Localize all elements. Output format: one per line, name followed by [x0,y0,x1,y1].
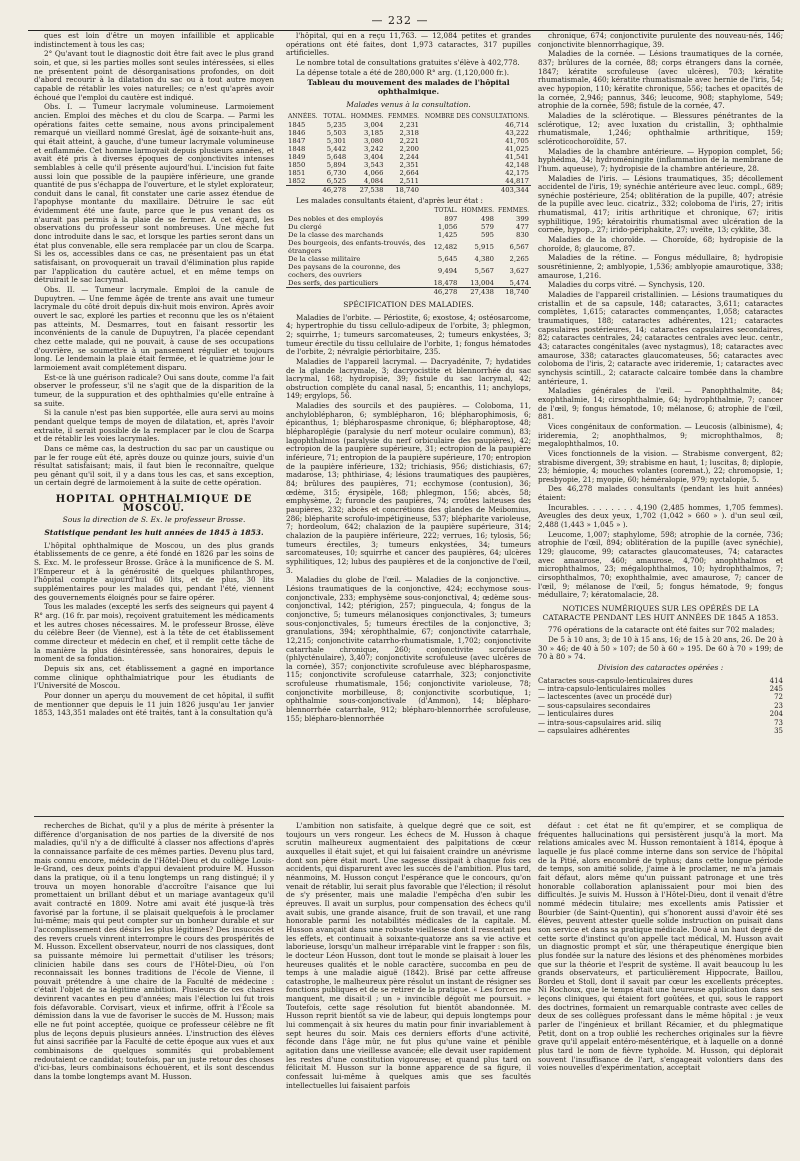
table-cell: 2,231 [399,121,419,130]
table-cell: 41,025 [505,145,529,154]
table-cell: 2,318 [399,129,419,138]
table-header: TOTAL. [323,113,347,121]
table-cell: 2,221 [399,137,419,146]
table-row [286,161,531,169]
paragraph: Obs. II. — Tumeur lacrymale. Emploi de la canule de Dupuytren. — Une femme âgée de trente ans avait une tumeur lacrymale du côté droit depuis dix-huit mois environ. Après avoir ouvert le sac, exploré les parties et reconnu que les os n'étaient pas atteints, M. Desmarres, tout en faisant ressortir les inconvénients de la canule de Dupuytren, l'a placée cependant chez cette malade, qui ne pouvait, à cause de ses occupations d'ouvrière, se soumettre à un pansement régulier et toujours long. Le lendemain la plaie était fermée, et le quatrième jour le larmoiement avait complétement disparu. [34,285,274,372]
table-header [286,207,432,215]
table-cell: 9,494 [437,266,458,275]
table-cell: Du clergé [288,222,322,231]
table-cell: 44,817 [505,177,529,186]
table-cell: 5,474 [509,278,529,287]
table-cell: De la classe militaire [288,254,361,263]
table-cell: 12,482 [433,242,458,251]
section-subheading: Sous la direction de S. Ex. le professeur Brosse. [62,515,246,525]
column-1 [34,32,274,820]
division-label: — intra-capsulo-lenticulaires molles [538,685,666,693]
table-cell: 18,740 [385,186,421,195]
division-row [538,702,783,710]
table-row [286,231,531,239]
column-3 [538,32,783,820]
division-label: — lactescentes (avec un procédé dur) [538,693,672,702]
table-cell: 46,278 [320,186,348,195]
table-total-row [286,287,531,296]
table-row [286,153,531,161]
table-cell: 41,705 [505,137,529,146]
header-rule [28,30,784,31]
table-cell: 1846 [288,129,306,138]
paragraph: Maladies générales de l'œil. — Panophthalmite, 84; exophthalmie, 14; cirsophthalmie, 64; hydrophthalmie, 7; cancer de l'œil, 9; fongus hématode, 10; mélanose, 6; atrophie de l'œil, 881. [538,386,783,422]
table-cell: 5,915 [474,242,494,251]
table-cell: Des bourgeois, des enfants-trouvés, des étrangers [288,238,426,255]
paragraph: La dépense totale a été de 280,000 R° arg. (1,120,000 fr.). [296,67,510,77]
division-count: 35 [774,727,783,736]
table-cell: 498 [481,214,494,223]
table-header: FEMMES. [387,113,419,121]
table-cell: 4,066 [363,169,384,178]
division-row [538,719,783,727]
table-header: TOTAL. [434,206,458,214]
table-row [286,223,531,231]
table-cell: 6,525 [326,177,347,186]
table-cell: 5,894 [326,161,347,170]
paragraph: recherches de Bichat, qu'il y a plus de mérite à présenter la différence d'organisation de nos parties de la diversité de nos maladies, qu'il n'y a de difficulté à classer nos affections d'après la connaissance parfaite de ces mêmes parties. Devenu plus tard, mais connu encore, médecin de l'Hôtel-Dieu et du collège Louis-le-Grand, ces deux points d'appui devaient produire M. Husson dans la pratique, où il a tenu longtemps un rang distingué; il y trouva un moyen honorable d'accroître l'aisance que lui promettaient un brillant début et un mariage avantageux qu'il avait contracté en 1809. Notre ami avait été jusque-là très favorisé par la fortune, il se plaisait quelquefois à le proclamer lui-même; mais qui peut compter sur un bonheur durable et sur l'accomplissement des désirs les plus légitimes? Des insuccès et des revers cruels vinrent interrompre le cours des prospérités de M. Husson. Excellent observateur, nourri de nos classiques, dont sa puissante mémoire lui permettait d'utiliser les trésors; clinicien habile dans ses cours de l'Hôtel-Dieu, où l'on reconnaissait les bonnes traditions de l'école de Vienne, il pouvait prétendre à une chaire de la Faculté de médecine : c'était l'objet de sa légitime ambition. Plusieurs de ces chaires devinrent vacantes en peu d'années; mais l'élection lui fut trois fois défavorable. Corvisart, vieux et infirme, offrit à l'École sa démission dans la vue de favoriser le succès de M. Husson; mais elle ne fut point acceptée, quoique ce professeur célèbre ne fît plus de leçons depuis plusieurs années. L'instruction des élèves fut ainsi sacrifiée par la Faculté de cette époque aux vues et aux combinaisons de quelques sommités qui probablement redoutaient ce candidat; toutefois, par un juste retour des choses d'ici-bas, leurs combinaisons échouèrent, et ils sont descendus dans la tombe longtemps avant M. Husson. [34,822,274,1082]
table-cell: 43,222 [505,129,529,138]
table-cell: 4,084 [363,177,384,186]
paragraph: Maladies du globe de l'œil. — Maladies de la conjonctive. — Lésions traumatiques de la conjonctive, 424; ecchymose sous-conjonctivale, 233; emphysème sous-conjonctival, 4; œdème sous-conjonctival, 142; ptérigion, 257; pinguecula, 4; fongus de la conjonctive, 5; tumeurs mélanosiques conjonctivales, 3; tumeurs sous-conjonctivales, 5; tumeurs érectiles de la conjonctive, 3; granulations, 394; xérophthalmie, 67; conjonctivite catarrhale, 12,215; conjonctivite catarrho-rhumatismale, 1,702; conjonctivite catarrhale chronique, 260; conjonctivite scrofuleuse (phlycténulaire), 3,407; conjonctivite scrofuleuse (avec ulcères de la cornée), 357; conjonctivite scrofuleuse avec blépharospasme, 115; conjonctivite scrofuleuse catarrhale, 323; conjonctivite scrofuleuse rhumatismale, 156; conjonctivite varioleuse, 78; conjonctivite morbilleuse, 8; conjonctivite scorbutique, 1; ophthalmie sous-conjonctivale (d'Ammon), 14; blépharo-blennorrhée catarrhale, 912; blépharo-blennorrhée scrofuleuse, 155; blépharo-blennorrhée [286,575,531,723]
table-row [286,169,531,177]
patient-state-table [286,207,531,296]
table-header: HOMMES. [461,206,494,214]
table-cell: 6,567 [509,242,529,251]
table-cell: De la classe des marchands [288,230,384,239]
cataract-heading: NOTICES NUMÉRIQUES SUR LES OPÉRÉS DE LA CATARACTE PENDANT LES HUIT ANNÉES DE 1845 A 1853. [542,604,779,622]
table-cell: 5,567 [474,266,494,275]
table-cell: 3,185 [363,129,384,138]
paragraph: défaut : cet état ne fit qu'empirer, et se compliqua de fréquentes hallucinations qui persistèrent jusqu'à la mort. Ma relations amicales avec M. Husson remontaient à 1814, époque à laquelle je fus placé comme interne dans son service de l'hôpital de la Pitié, alors encombré de typhus; dans cette longue période de temps, son amitié solide, j'aime à le proclamer, ne m'a jamais fait défaut, alors même qu'un puissant patronage et une très honorable collaboration aplanissaient pour moi bien des difficultés. Je suivis M. Husson à l'Hôtel-Dieu, dont il venait d'être nommé médecin titulaire; mes excellents amis Patissier et Bourbier (de Saint-Quentin), qui s'honorent aussi d'avoir été ses élèves, peuvent attester quelle solide instruction on puisait dans son service et dans sa pratique médicale. Doué à un haut degré de cette sorte d'instinct qu'on appelle tact médical, M. Husson avait un diagnostic prompt et sûr, une thérapeutique énergique bien plus fondée sur la nature des lésions et des phénomènes morbides que sur la théorie et l'esprit de système. Il avait beaucoup lu les grands observateurs, et particulièrement Hippocrate, Baillou, Bordeu et Stoll, dont il savait par cœur les excellents préceptes. Ni Rochoux, que le temps était une heureuse application dans ses leçons cliniques, qui étaient fort goûtées, et qui, sous le rapport des doctrines, formaient un remarquable contraste avec celles de deux de ses collègues professant dans le même hôpital : je veux parler de l'ingénieux et brillant Récamier, et du phlegmatique Petit, dont on a trop oublié les recherches originales sur la fièvre grave qu'il appelait entéro-mésentérique, et à laquelle on a donné plus tard le nom de fièvre typhoïde. M. Husson, qui déplorait souvent l'insuffisance de l'art, s'engageait volontiers dans des voies nouvelles d'expérimentation, acceptait [538,822,783,1073]
table-cell: 3,627 [509,266,529,275]
table-cell: 579 [481,222,494,231]
paragraph: Dans ce même cas, la destruction du sac par un caustique ou par le fer rouge eût été, après douze ou quinze jours, suivie d'un résultat satisfaisant; mais, il faut bien le reconnaître, quelque peu gênant qu'il soit, il y a dans tous les cas, et sans exception, un certain degré de larmoiement à la suite de cette opération. [34,443,274,488]
table-cell [286,287,432,296]
table-row [286,121,531,129]
paragraph: Maladies de l'appareil lacrymal. — Dacryadénite, 7; hydatides de la glande lacrymale, 3; dacryocistite et blennorrhée du sac lacrymal, 168; hydropisie, 39; fistule du sac lacrymal, 42; obstruction complète du canal nasal, 5; encanthis, 11; anchylops, 149; ergylops, 56. [286,356,531,401]
division-count: 73 [774,718,783,727]
paragraph: Les malades consultants étaient, d'après leur état : [296,196,483,206]
paragraph: Maladies de l'appareil cristallinien. — Lésions traumatiques du cristallin et de sa capsule, 148; cataractes, 3,611; cataractes complètes, 1,615; cataractes commençantes, 1,058; cataractes traumatiques, 188; cataractes adhérentes, 121; cataractes capsulaires postérieures, 14; cataractes capsulaires secondaires, 82; cataractes centrales, 24; cataractes centrales avec leuc. centr., 43; cataractes congénitales (avec nystagmus), 18; cataractes avec amaurose, 338; cataractes glaucomateuses, 56; cataractes avec coloboma de l'iris, 2; cataracte avec irideremie, 1; cataractes avec synchysis scintill., 2; cataracte calcaire tombée dans la chambre antérieure, 1. [538,290,783,386]
table-cell: 13,004 [470,278,494,287]
page-number: — 232 — [371,14,429,27]
division-heading: Division des cataractes opérées : [597,662,724,672]
table-cell: 3,080 [363,137,384,146]
division-count: 245 [769,685,783,693]
table-cell: 3,404 [363,153,384,162]
paragraph: Obs. I. — Tumeur lacrymale volumineuse. Larmoiement ancien. Emploi des mèches et du clou de Scarpa. — Parmi les opérations faites cette semaine, nous avons principalement remarqué un vieillard nommé Greslat, âgé de soixante-huit ans, qui était atteint, à gauche, d'une tumeur lacrymale volumineuse et enflammée. Cet homme larmoyait depuis plusieurs années, et avait été pris à diverses époques de conjonctivites intenses semblables à celle qu'il présente aujourd'hui. L'incision fut faite aussi loin que possible de la paupière inférieure, une grande quantité de pus s'échappa de l'ouverture, et le stylet explorateur, conduit dans le canal, fit constater une carie assez étendue de l'apophyse montante du maxillaire. Détruire le sac eût évidemment été une faute, parce que le pus venant des os n'aurait pas permis à la plaie de se fermer. A cet égard, les observations du professeur sont nombreuses. Une mèche fut donc introduite dans le sac, et lorsque les parties seront dans un état plus convenable, elle sera remplacée par un clou de Scarpa. Si les os, accessibles dans ce cas, ne présentaient pas un état satisfaisant, on provoquerait un travail d'élimination plus rapide par l'application du cautère actuel, et en même temps on détruirait le sac lacrymal. [34,102,274,285]
table-cell: 5,235 [326,121,347,130]
table-cell: 18,740 [496,287,531,296]
paragraph: Maladies du corps vitré. — Synchysis, 120. [548,280,705,290]
paragraph: Tous les malades (excepté les serfs des seigneurs qui payent 4 R° arg. (16 fr. par mois), reçoivent gratuitement les médicaments et les autres choses nécessaires. M. le professeur Brosse, élève du célèbre Beer (de Vienne), est à la tête de cet établissement comme directeur et médecin en chef, et il remplit cette tâche de la manière la plus désintéressée, sans honoraires, depuis le moment de sa fondation. [34,602,274,664]
table-cell: 897 [444,214,458,223]
table-cell: 18,478 [433,278,458,287]
table-cell: 46,714 [505,121,529,130]
table-cell: 46,278 [433,287,458,296]
table-cell: 3,242 [363,145,384,154]
table-cell: Des serfs, des particuliers [288,278,379,287]
division-count: 23 [774,701,783,710]
spec-heading: SPÉCIFICATION DES MALADIES. [343,299,474,309]
paragraph: Maladies de la chambre antérieure. — Hypopion complet, 56; hyphédma, 34; hydroméningite (inflammation de la membrane de l'hum. aqueuse), 7; hydropisie de la chambre antérieure, 28. [538,146,783,173]
table-row [286,137,531,145]
paragraph: Maladies de l'iris. — Lésions traumatiques, 35; décollement accidentel de l'iris, 19; synéchie antérieure avec leuc. compl., 689; synéchie postérieure, 254; oblitération de la pupille, 407; atrésie de la pupille avec leuc. cicatriz., 332; coloboma de l'iris, 27; iritis rhumatismal, 417; iritis arthritique et chronique, 67; iritis syphilitique, 195; kératoiritis rhumatismal avec ulcération de la cornée, hypop., 27; irido-périphakite, 27; uvéïte, 13; cyklite, 38. [538,173,783,235]
paragraph: Incurables. . . . . . . . 4,190 (2,485 hommes, 1,705 femmes). Aveugles des deux yeux, 1,702 (1,042 » 660 » ). d'un seul œil, 2,488 (1,443 » 1,045 » ). [538,502,783,530]
table-cell: 3,004 [363,121,384,130]
paragraph: De 5 à 10 ans, 3; de 10 à 15 ans, 16; de 15 à 20 ans, 26. De 20 à 30 » 46; de 40 à 50 » 107; de 50 à 60 » 195. De 60 à 70 » 199; de 70 à 80 » 74. [538,634,783,662]
table-cell: 1851 [288,169,306,178]
paragraph: Vices fonctionnels de la vision. — Strabisme convergent, 82; strabisme divergent, 39; strabisme en haut, 1; luscitas, 8; diplopie, 23; hémiopie, 4; mouches volantes (coremat.), 22; chromopsie, 1; presbyopie, 21; myopie, 60; héméralopie, 979; nyctalopie, 5. [538,448,783,484]
paragraph: chronique, 674; conjonctivite purulente des nouveau-nés, 146; conjonctivite blennorrhagique, 39. [538,32,783,49]
table-cell: 41,541 [505,153,529,162]
paragraph: ques est loin d'être un moyen infaillible et applicable indistinctement à tous les cas; [34,32,274,49]
bottom-column-1 [34,822,274,1152]
table-row [286,145,531,153]
table-cell: 1,056 [437,222,458,231]
bottom-column-3 [538,822,783,1152]
table-cell: 595 [481,230,494,239]
column-2 [286,32,531,802]
table-cell: 2,511 [399,177,419,186]
table-cell: 2,351 [399,161,419,170]
paragraph: 776 opérations de la cataracte ont été faites sur 702 malades; [548,625,775,635]
table-cell: 1849 [288,153,306,162]
table-cell: 1852 [288,177,306,186]
table-cell: 1848 [288,145,306,154]
division-row [538,677,783,685]
table-cell [286,186,320,195]
paragraph: l'hôpital, qui en a reçu 11,763. — 12,084 petites et grandes opérations ont été faites, dont 1,973 cataractes, 317 pupilles artificielles. [286,32,531,58]
table-row [286,129,531,137]
table-cell: 399 [516,214,529,223]
consultation-table [286,113,531,194]
table-title: Tableau du mouvement des malades de l'hôpital ophthalmique. [307,78,510,96]
paragraph: Maladies de la cornée. — Lésions traumatiques de la cornée, 837; brûlures de la cornée, 88; corps étrangers dans la cornée, 1847; kératite scrofuleuse (avec ulcères), 703; kératite rhumatismale, 460; kératite rhumatismale avec hernie de l'iris, 54; avec hypopion, 110; kératite chronique, 556; taches et opacités de la cornée, 2,946; pannus, 346; leucome, 908; staphylome, 549; atrophie de la cornée, 598; fistule de la cornée, 47. [538,49,783,111]
paragraph: Leucome, 1,007; staphylome, 598; atrophie de la cornée, 736; atrophie de l'œil, 894; oblitération de la pupille (avec synéchie), 129; glaucome, 99; cataractes glaucomateuses, 74; cataractes avec amaurose, 460; amaurose, 4,700; anophthalmos et microphthalmos, 23; mégalophthalmos, 10; hydrophthalmos, 7; cirsophthalmos, 70; exophthalmie, avec amaurose, 7; cancer de l'œil, 9; mélanose de l'œil, 5; fongus hématode, 9; fongus médullaire, 7; kératomalacie, 28. [538,529,783,600]
table-cell: 1850 [288,161,306,170]
table-cell: 5,648 [326,153,347,162]
division-count: 204 [769,710,783,719]
table-row [286,263,531,279]
table-header: HOMMES. [350,113,384,121]
table-row [286,239,531,255]
paragraph: Depuis six ans, cet établissement a gagné en importance comme clinique ophthalmiatrique pour les étudiants de l'Université de Moscou. [34,663,274,691]
paragraph: Pour donner un aperçu du mouvement de cet hôpital, il suffit de mentionner que depuis le 11 juin 1826 jusqu'au 1er janvier 1853, 143,351 malades ont été traités, tant à la consultation qu'à [34,690,274,718]
table-cell: 3,543 [363,161,384,170]
table-cell: 27,438 [459,287,496,296]
division-row [538,727,783,735]
table-cell: 477 [516,222,529,231]
table-row [286,177,531,186]
table-subtitle: Malades venus à la consultation. [346,99,471,109]
table-cell: 830 [516,230,529,239]
table-cell: 1,425 [437,230,458,239]
table-cell: 5,503 [326,129,347,138]
paragraph: L'hôpital ophthalmique de Moscou, un des plus grands établissements de ce genre, a été fondé en 1826 par les soins de S. Exc. M. le professeur Brosse. Grâce à la munificence de S. M. l'Empereur et à la générosité de quelques philanthropes, l'hôpital compte aujourd'hui 60 lits, et de plus, 30 lits supplémentaires pour les malades qui, pendant l'été, viennent des gouvernements éloignés pour se faire opérer. [34,540,274,602]
division-row [538,710,783,718]
table-cell: Des paysans de la couronne, des cochers, des ouvriers [288,262,401,279]
stat-heading: Statistique pendant les huit années de 1845 à 1853. [44,528,264,538]
division-label: — capsulaires adhérentes [538,727,630,736]
paragraph: Maladies des sourcils et des paupières. — Coloboma, 11, anchyloblépharon, 6; symblépharon, 16; blépharophimosis, 6; épicanthus, 1; blépharospasme chronique, 6; blépharoptose, 48; blépharoplégie (paralysie du nerf moteur oculaire commun), 83; lagophthalmos (paralysie du nerf orbiculaire des paupières), 42; ectropion de la paupière supérieure, 31; ectropion de la paupière inférieure, 71; entropion de la paupière supérieure, 170; entropion de la paupière inférieure, 132; trichiasis, 956; distichiasis, 67; madarose, 13; phthiriase, 4; lésions traumatiques des paupières, 84; brûlures des paupières, 71; ecchymose (contusion), 36; œdème, 315; érysipèle, 168; phlegmon, 156; abcès, 58; emphysème, 2; furoncle des paupières, 74; croûtes laiteuses des paupières, 232; abcès et concrétions des glandes de Meibomius, 286; blépharite scrofulo-impétigineuse, 537; blépharite varioleuse, 7; hordeolum, 642; chalazion de la paupière supérieure, 314; chalazion de la paupière inférieure, 222; verrues, 16; tylosis, 56; tumeurs érectiles, 3; tumeurs enkystées, 34; tumeurs sarcomateuses, 10; squirrhe et cancer des paupières, 64; ulcères syphilitiques, 12; lubus des paupières et de la conjonctive de l'œil, 3. [286,401,531,575]
table-cell: 5,301 [326,137,347,146]
table-cell: 5,645 [437,254,458,263]
bottom-column-2 [286,822,531,1152]
paragraph: L'ambition non satisfaite, à quelque degré que ce soit, est toujours un vers rongeur. Les échecs de M. Husson à chaque scrutin malheureux augmentaient des palpitations de cœur auxquelles il était sujet, et qui lui faisaient craindre un anévrisme dont son père était mort. Une sagesse dissipait à chaque fois ces accidents, qui disparurent avec les succès de l'ambition. Plus tard, néanmoins, M. Husson conçut l'espérance que le concours, qu'on venait de rétablir, lui serait plus favorable que l'élection; il résolut de s'y présenter, mais une maladie l'empêcha d'en subir les épreuves. Il avait un surplus, pour compensation des échecs qu'il avait subis, une grande aisance, fruit de son travail, et une rang honorable parmi les notabilités médicales de la capitale. M. Husson avançait dans une robuste vieillesse dont il ressentait peu les effets, et continuait à soixante-quatorze ans sa vie active et laborieuse, lorsqu'un malheur irréparable vint le frapper : son fils, le docteur Léon Husson, dont tout le monde se plaisait à louer les heureuses qualités et le noble caractère, succomba en peu de temps à une maladie aiguë (1842). Brisé par cette affreuse catastrophe, le malheureux père résolut un instant de résigner ses fonctions publiques et de se retirer de la pratique. « Les forces me manquent, me disait-il ; un » invincible dégoût me poursuit. » Toutefois, cette sage résolution fut bientôt abandonnée. M. Husson reprit bientôt sa vie de labeur, qui depuis longtemps pour lui commençait à six heures du matin pour finir invariablement à sept heures du soir. Mais ces derniers efforts d'une activité, féconde dans l'âge mûr, ne fut plus qu'une vaine et pénible agitation dans une vieillesse avancée; elle devait user rapidement les restes d'une constitution vigoureuse; et quand plus tard on félicitait M. Husson sur la bonne apparence de sa figure, il confessait lui-même à quelques amis que ses facultés intellectuelles lui faisaient parfois [286,822,531,1090]
division-row [538,685,783,693]
table-cell: 6,730 [326,169,347,178]
paragraph: Maladies de la sclérotique. — Blessures pénétrantes de la sclérotique, 12; avec luxation du cristallin, 3; ophthalmie rhumatismale, 1,246; ophthalmie arthritique, 159; scléroticochoroïdite, 57. [538,110,783,146]
paragraph: Maladies de la choroïde. — Choroïde, 68; hydropisie de la choroïde, 8; glaucome, 87. [538,235,783,253]
table-cell: 1847 [288,137,306,146]
table-cell: Des nobles et des employés [288,214,384,223]
table-row [286,255,531,263]
division-label: — lenticulaires dures [538,710,614,719]
division-label: — intra-sous-capsulaires arid. siliq [538,718,662,727]
paragraph: Est-ce là une guérison radicale? Oui sans doute, comme l'a fait observer le professeur, s'il ne s'agit que de la disparition de la tumeur, de la suppuration et des ophthalmies qu'elle entraîne à sa suite. [34,372,274,408]
division-label: — sous-capsulaires secondaires [538,701,651,710]
paragraph: Maladies de la rétine. — Fongus médullaire, 8; hydropisie sousrétinienne, 2; amblyopie, 1,536; amblyopie amaurotique, 338; amaurose, 1,216. [538,253,783,280]
division-row [538,693,783,701]
division-list [538,677,783,736]
section-heading: HOPITAL OPHTHALMIQUE DE MOSCOU. [55,494,253,514]
division-count: 414 [769,676,783,685]
paragraph: Vices congénitaux de conformation. — Leucosis (albinisme), 4; irideremia, 2; anophthalmos, 9; microphthalmos, 8; megalophthalmos, 10. [538,421,783,449]
table-header: ANNÉES. [288,113,318,121]
table-cell: 2,664 [399,169,419,178]
table-cell: 42,148 [505,161,529,170]
table-cell: 403,344 [421,186,531,195]
table-cell: 27,538 [348,186,385,195]
table-cell: 2,244 [399,153,419,162]
table-cell: 2,265 [509,254,529,263]
paragraph: Si la canule n'est pas bien supportée, elle aura servi au moins pendant quelque temps de moyen de dilatation, et, après l'avoir extraite, il serait possible de la remplacer par le clou de Scarpa et de rétablir les voies lacrymales. [34,408,274,444]
paragraph: Le nombre total de consultations gratuites s'élève à 402,778. [296,57,520,67]
table-cell: 2,200 [399,145,419,154]
table-cell: 42,175 [505,169,529,178]
division-label: Cataractes sous-capsulo-lenticulaires dures [538,676,693,685]
paragraph: 2° Qu'avant tout le diagnostic doit être fait avec le plus grand soin, et que, si les parties molles sont seules intéressées, si elles ne présentent point de désorganisations profondes, on doit d'abord recourir à la dilatation du sac ou à tout autre moyen capable de rétablir les voies naturelles; ce n'est qu'après avoir échoué que l'emploi du cautère est indiqué. [34,49,274,102]
table-row [286,215,531,223]
table-cell: 1845 [288,121,306,130]
paragraph: Maladies de l'orbite. — Périostite, 6; exostose, 4; ostéosarcome, 4; hypertrophie du tissu cellulo-adipeux de l'orbite, 3; phlegmon, 2; squirrhe, 1; tumeurs sarcomateuses, 2; tumeurs enkystées, 3; tumeur érectile du tissu cellulaire de l'orbite, 1; fongus hématodes de l'orbite, 2; névralgie périorbitaire, 235. [286,312,531,357]
paragraph: Des 46,278 malades consultants (pendant les huit années) étaient: [538,484,783,503]
table-cell: 4,380 [474,254,494,263]
table-total-row [286,186,531,195]
table-row [286,279,531,288]
table-cell: 5,442 [326,145,347,154]
table-header: NOMBRE DES CONSULTATIONS. [424,113,529,121]
division-count: 72 [774,693,783,702]
table-header: FEMMES. [497,206,529,214]
section-divider [34,816,784,817]
